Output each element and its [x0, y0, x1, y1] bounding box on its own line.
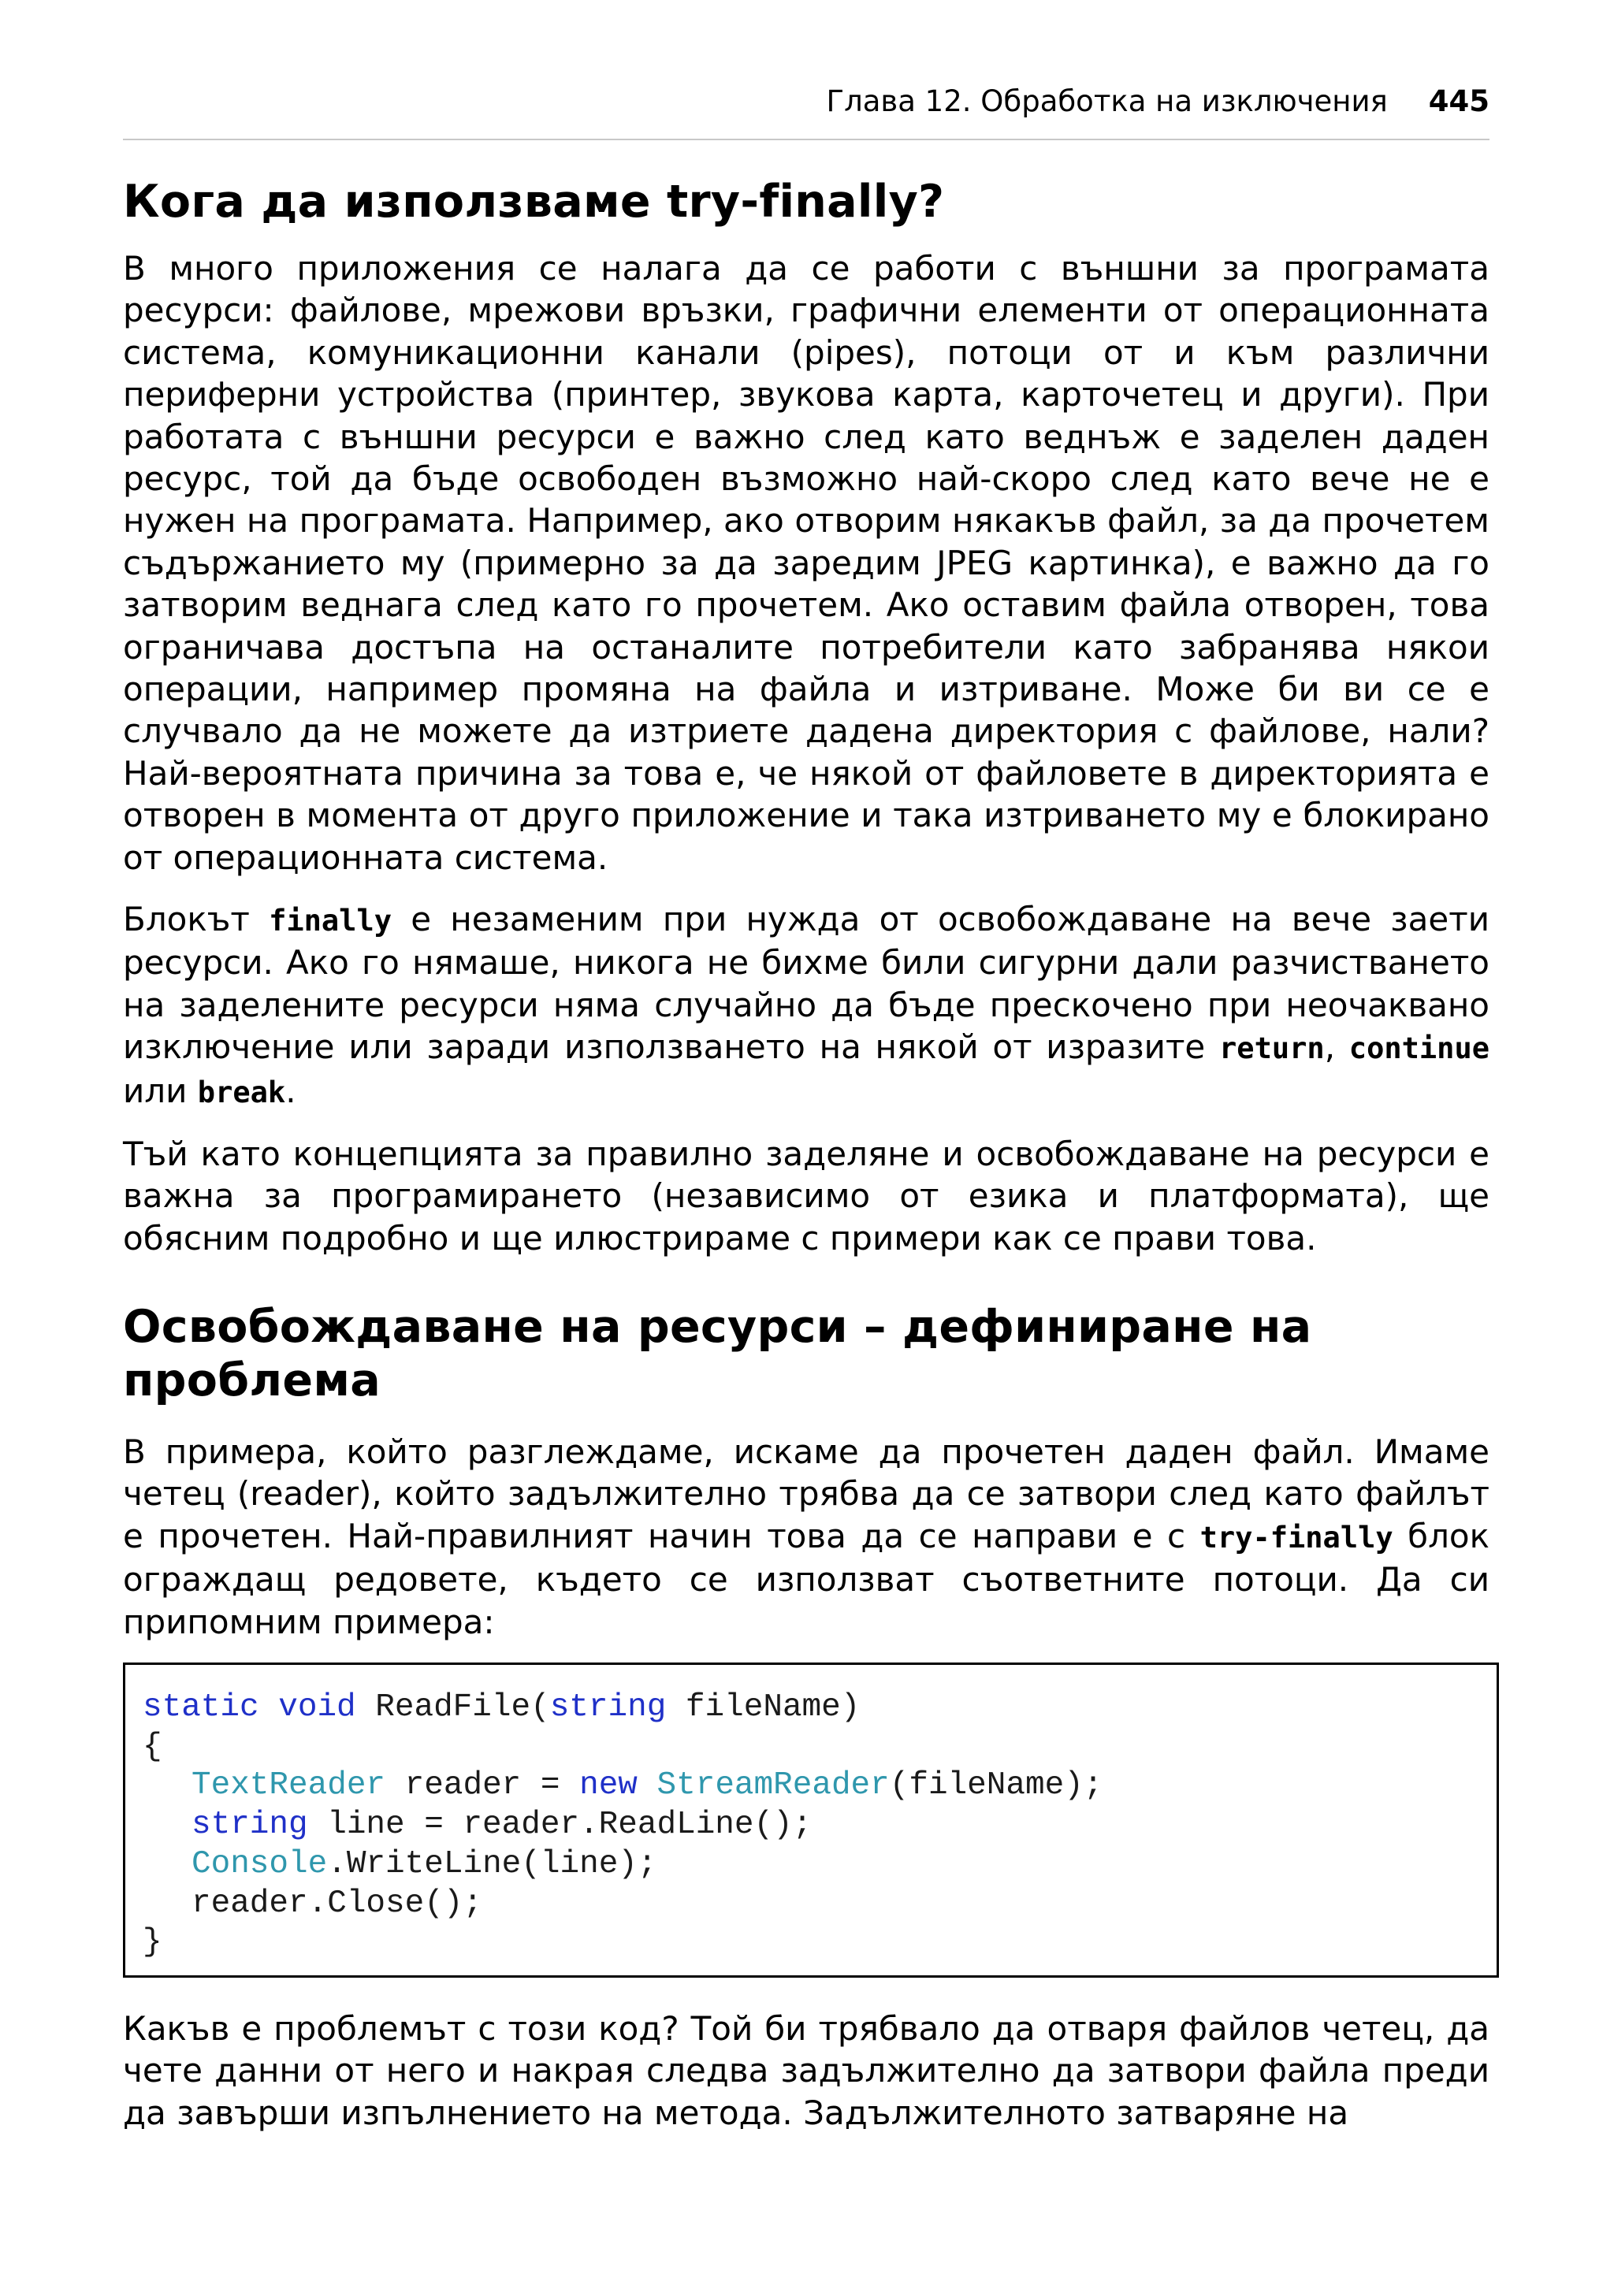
page-number: 445 — [1428, 84, 1489, 118]
code-listing — [123, 1663, 1499, 1978]
code-line-2: { — [143, 1728, 162, 1765]
paragraph-code-problem: Какъв е проблемът с този код? Той би трябвало да отваря файлов четец, да чете данни от него и накрая следва задължително да затвори файла преди да завърши изпълнението на метода. Задължителното затваряне на — [123, 2009, 1489, 2132]
inline-code-finally: finally — [269, 904, 392, 938]
inline-code-continue: continue — [1348, 1031, 1490, 1066]
section-heading-try-finally: Кога да използваме try-finally? — [123, 176, 945, 228]
running-header — [827, 82, 1489, 121]
inline-code-try-finally: try-finally — [1199, 1520, 1393, 1555]
section-heading-resource-release: Освобождаване на ресурси – дефиниране на проблема — [123, 1301, 1312, 1406]
code-line-3: TextReader reader = new StreamReader(fileName); — [192, 1767, 1103, 1804]
header-divider — [123, 139, 1489, 140]
paragraph-resource-concept: Тъй като концепцията за правилно заделяне и освобождаване на ресурси е важна за програмирането (независимо от езика и платформата), ще обясним подробно и ще илюстрираме с примери как се прави това. — [123, 1135, 1489, 1258]
chapter-title: Глава 12. Обработка на изключения — [826, 84, 1388, 118]
code-line-7: } — [143, 1924, 162, 1961]
code-line-1: static void ReadFile(string fileName) — [143, 1689, 861, 1726]
inline-code-return: return — [1219, 1031, 1325, 1066]
code-line-6: reader.Close(); — [192, 1885, 483, 1922]
code-line-5: Console.WriteLine(line); — [192, 1845, 657, 1882]
paragraph-finally-block: Блокът finally е незаменим при нужда от освобождаване на вече заети ресурси. Ако го нямаше, никога не бихме били сигурни дали разчистването на заделените ресурси няма случайно да бъде прескочено при неочаквано изключение или заради използването на някой от изразите return, continue или break. — [123, 900, 1490, 1110]
paragraph-reader-example: В примера, който разглеждаме, искаме да прочетен даден файл. Имаме четец (reader), който задължително трябва да се затвори след като файлът е прочетен. Най-правилният начин това да се направи е с try-finally блок ограждащ редовете, където се използват съответните потоци. Да си припомним примера: — [123, 1432, 1489, 1641]
paragraph-external-resources: В много приложения се налага да се работи с външни за програмата ресурси: файлове, мрежови връзки, графични елементи от операционната система, комуникационни канали (pipes), потоци от и към различни периферни устройства (принтер, звукова карта, карточетец и други). При работата с външни ресурси е важно след като веднъж е заделен даден ресурс, той да бъде освободен възможно най-скоро след като вече не е нужен на програмата. Например, ако отворим някакъв файл, за да прочетем съдържанието му (примерно за да заредим JPEG картинка), е важно да го затворим веднага след като го прочетем. Ако оставим файла отворен, това ограничава достъпа на останалите потребители като забранява някои операции, например промяна на файла и изтриване. Може би ви се е случвало да не можете да изтриете дадена директория с файлове, нали? Най-вероятната причина за това е, че някой от файловете в директорията е отворен в момента от друго приложение и така изтриването му е блокирано от операционната система. — [123, 249, 1489, 877]
code-line-4: string line = reader.ReadLine(); — [192, 1807, 813, 1844]
inline-code-break: break — [197, 1075, 286, 1109]
